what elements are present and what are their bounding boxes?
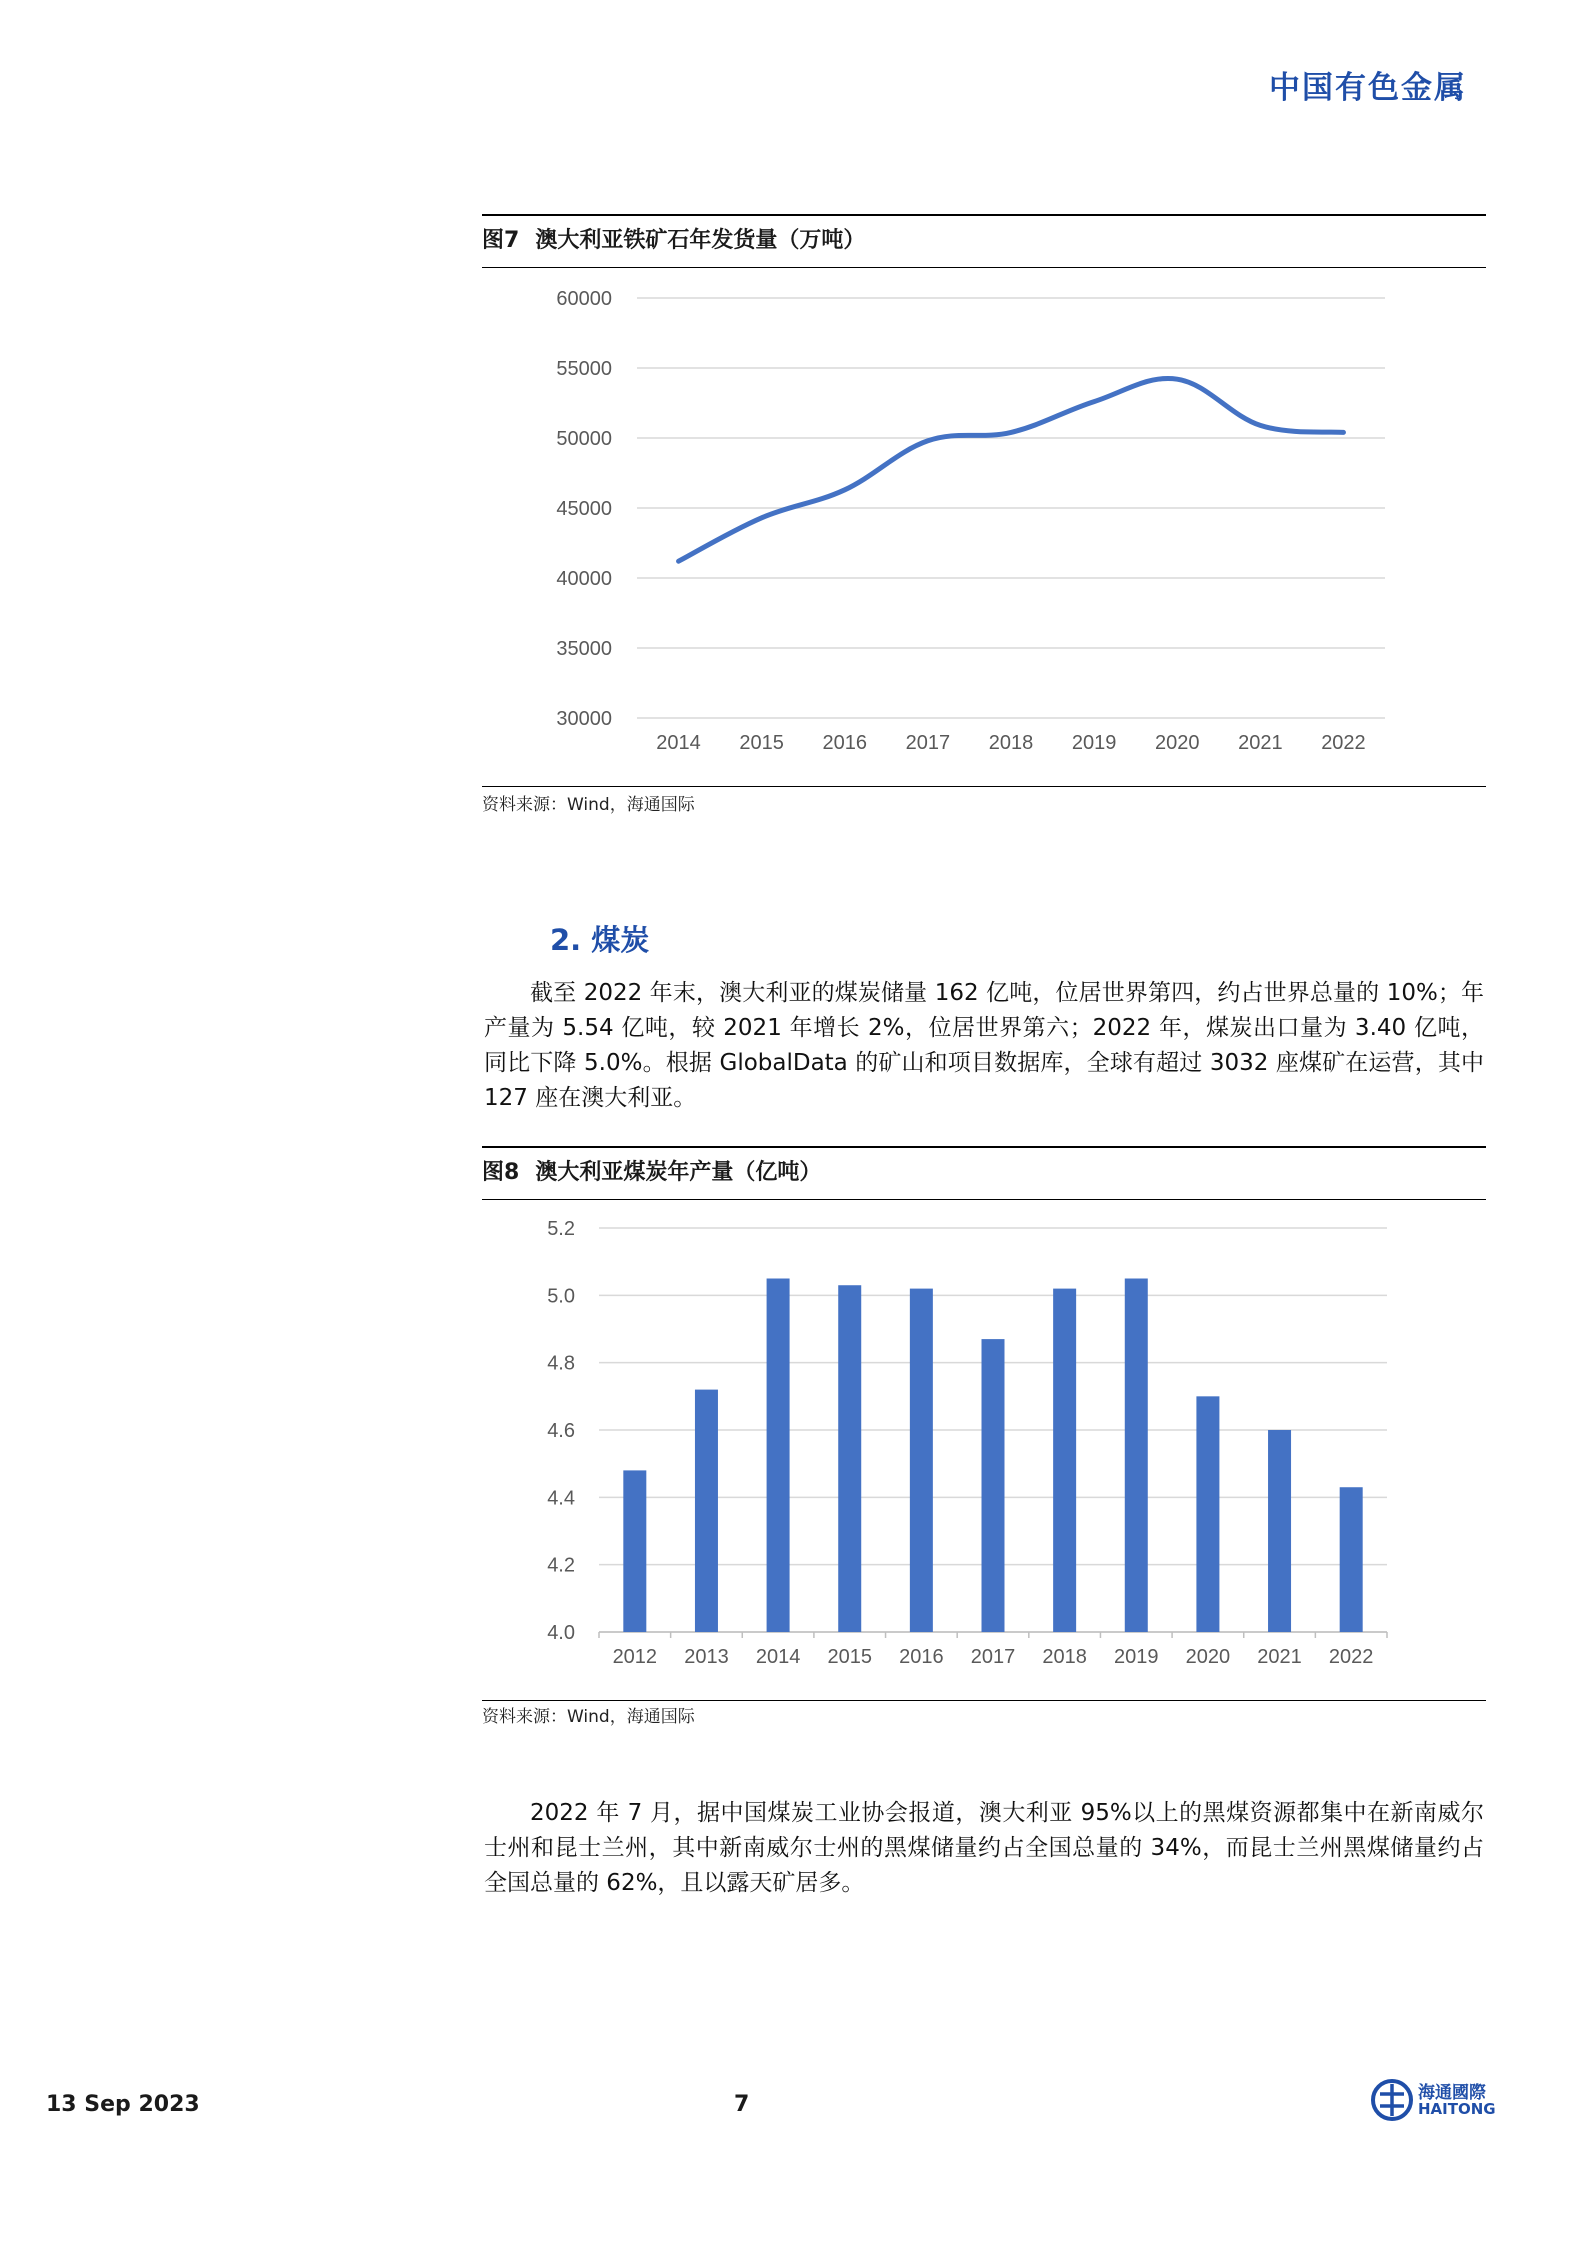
y-tick-label: 4.6 xyxy=(547,1420,575,1442)
x-tick-label: 2014 xyxy=(755,1646,801,1668)
x-tick-label: 2015 xyxy=(827,1646,872,1668)
figure-7-title: 澳大利亚铁矿石年发货量（万吨） xyxy=(535,228,866,253)
x-tick-label: 2021 xyxy=(1238,732,1283,754)
bar xyxy=(838,1285,861,1632)
x-tick-label: 2021 xyxy=(1257,1646,1302,1668)
y-tick-label: 60000 xyxy=(556,288,612,310)
x-tick-label: 2019 xyxy=(1114,1646,1159,1668)
x-tick-label: 2013 xyxy=(684,1646,729,1668)
bar xyxy=(1340,1487,1363,1632)
paragraph-coal-reserves xyxy=(484,976,1484,1116)
y-tick-label: 40000 xyxy=(556,568,612,590)
bar xyxy=(767,1279,790,1633)
y-tick-label: 5.0 xyxy=(547,1285,575,1308)
figure-7-source: 资料来源：Wind，海通国际 xyxy=(482,795,695,815)
y-tick-label: 4.0 xyxy=(547,1622,575,1644)
x-tick-label: 2015 xyxy=(739,732,784,754)
y-tick-label: 4.2 xyxy=(547,1554,575,1577)
haitong-logo-icon xyxy=(1370,2078,1414,2122)
y-tick-label: 4.8 xyxy=(547,1352,575,1375)
bar xyxy=(695,1390,718,1632)
series-line xyxy=(679,379,1344,562)
bar xyxy=(1053,1289,1076,1632)
x-tick-label: 2016 xyxy=(899,1646,944,1668)
logo-text-en: HAITONG xyxy=(1418,2100,1496,2118)
figure-8-title-bar xyxy=(482,1146,1486,1200)
paragraph-1-text: 截至 2022 年末，澳大利亚的煤炭储量 162 亿吨，位居世界第四，约占世界总量的 10%；年产量为 5.54 亿吨，较 2021 年增长 2%，位居世界第六；2022 年，煤炭出口量为 3.40 亿吨，同比下降 5.0%。根据 GlobalData 的矿山和项目数据库，全球有超过 3032 座煤矿在运营，其中 127 座在澳大利亚。 xyxy=(484,980,1484,1111)
iron-ore-line-chart xyxy=(482,270,1486,784)
y-tick-label: 45000 xyxy=(556,498,612,520)
bar xyxy=(1125,1279,1148,1633)
x-tick-label: 2020 xyxy=(1154,732,1200,754)
logo-text-cn: 海通國際 xyxy=(1418,2083,1486,2103)
y-tick-label: 4.4 xyxy=(547,1487,575,1510)
x-tick-label: 2022 xyxy=(1328,1646,1374,1668)
header-brand: 中国有色金属 xyxy=(1269,70,1467,106)
section-heading: 2. 煤炭 xyxy=(550,923,650,957)
x-tick-label: 2022 xyxy=(1321,732,1366,754)
figure-8-bottom-rule xyxy=(482,1700,1486,1701)
y-tick-label: 55000 xyxy=(556,358,612,380)
figure-8-source: 资料来源：Wind，海通国际 xyxy=(482,1707,695,1727)
page-number: 7 xyxy=(734,2092,750,2117)
x-tick-label: 2012 xyxy=(612,1646,658,1668)
bar xyxy=(910,1289,933,1632)
x-tick-label: 2019 xyxy=(1071,732,1117,754)
figure-8-number: 图8 xyxy=(482,1160,520,1185)
bar xyxy=(1268,1430,1291,1632)
paragraph-2-text: 2022 年 7 月，据中国煤炭工业协会报道，澳大利亚 95%以上的黑煤资源都集中在新南威尔士州和昆士兰州，其中新南威尔士州的黑煤储量约占全国总量的 34%，而昆士兰州黑煤储量约占全国总量的 62%，且以露天矿居多。 xyxy=(484,1800,1484,1896)
bar xyxy=(1196,1396,1219,1632)
y-tick-label: 30000 xyxy=(556,708,612,730)
coal-production-bar-chart xyxy=(482,1202,1486,1698)
haitong-logo xyxy=(1370,2076,1494,2126)
bar xyxy=(982,1339,1005,1632)
bar xyxy=(623,1470,646,1632)
figure-7-bottom-rule xyxy=(482,786,1486,787)
x-tick-label: 2017 xyxy=(905,732,951,754)
x-tick-label: 2018 xyxy=(1042,1646,1087,1668)
x-tick-label: 2014 xyxy=(656,732,701,754)
y-tick-label: 5.2 xyxy=(547,1218,575,1240)
figure-7-title-bar xyxy=(482,214,1486,268)
y-tick-label: 50000 xyxy=(556,428,612,450)
figure-7-number: 图7 xyxy=(482,228,520,253)
footer-date: 13 Sep 2023 xyxy=(46,2092,200,2117)
x-tick-label: 2018 xyxy=(988,732,1034,754)
x-tick-label: 2017 xyxy=(970,1646,1016,1668)
y-tick-label: 35000 xyxy=(556,638,612,660)
paragraph-coal-distribution xyxy=(484,1796,1484,1901)
x-tick-label: 2020 xyxy=(1185,1646,1231,1668)
figure-8-title: 澳大利亚煤炭年产量（亿吨） xyxy=(535,1160,822,1185)
x-tick-label: 2016 xyxy=(822,732,868,754)
